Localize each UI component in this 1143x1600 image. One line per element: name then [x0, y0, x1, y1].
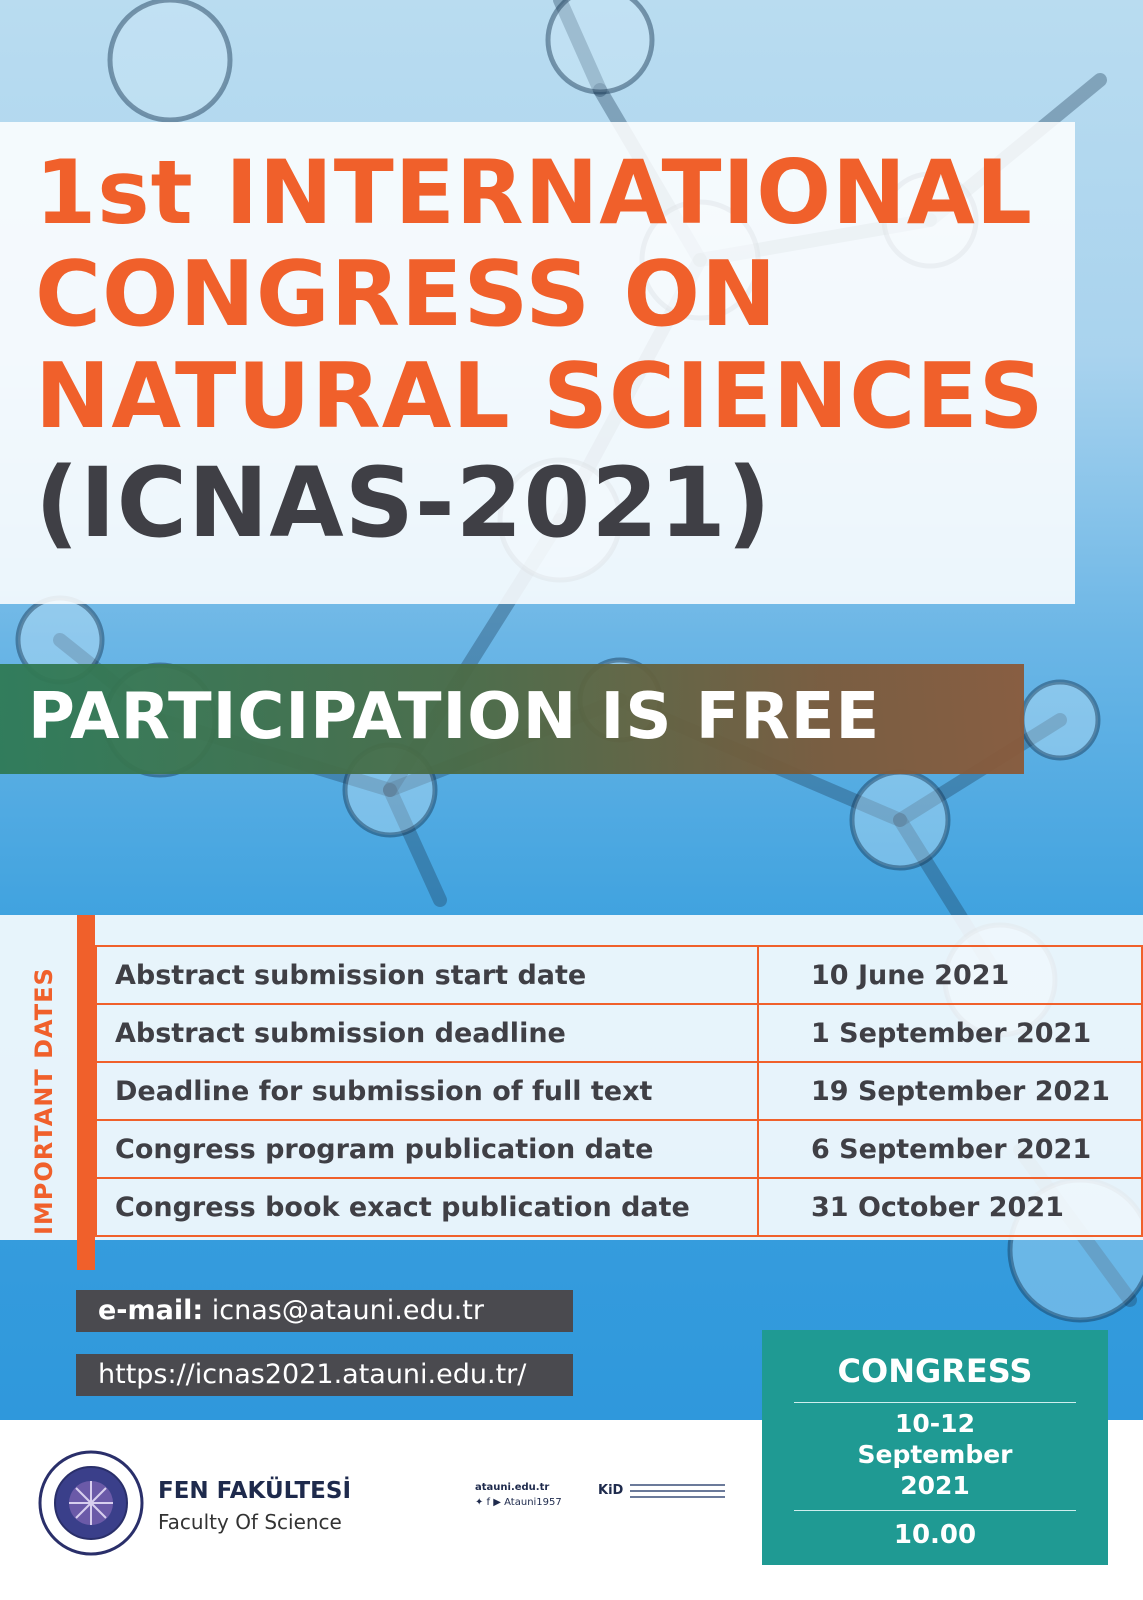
important-dates-label: IMPORTANT DATES: [30, 967, 58, 1235]
email-label: e-mail:: [98, 1295, 204, 1326]
title-line-2: CONGRESS ON: [35, 242, 778, 347]
table-row: [96, 1178, 1142, 1236]
kid-logo: KiD: [598, 1483, 624, 1498]
social-handle: [475, 1497, 562, 1508]
date-event: Congress program publication date: [96, 1120, 758, 1178]
table-row: [96, 1120, 1142, 1178]
table-row: [96, 1004, 1142, 1062]
title-line-3: NATURAL SCIENCES: [35, 344, 1045, 449]
date-event: Congress book exact publication date: [96, 1178, 758, 1236]
university-seal-logo: [38, 1450, 144, 1556]
faculty-name-tr: FEN FAKÜLTESİ: [158, 1478, 352, 1504]
title-line-1: 1st INTERNATIONAL: [35, 141, 1033, 244]
congress-date-days: 10-12: [895, 1409, 975, 1438]
divider: [794, 1402, 1076, 1403]
date-value: 19 September 2021: [758, 1062, 1142, 1120]
congress-time: 10.00: [893, 1520, 977, 1550]
social-handle-text: Atauni1957: [504, 1497, 562, 1508]
congress-date: [762, 1408, 1108, 1501]
website-box: [76, 1354, 573, 1396]
divider: [794, 1510, 1076, 1511]
university-site: atauni.edu.tr: [475, 1482, 550, 1493]
congress-info-box: [762, 1330, 1108, 1565]
title-acronym: (ICNAS-2021): [35, 447, 772, 559]
participation-banner-text: PARTICIPATION IS FREE: [28, 680, 881, 754]
date-event: Abstract submission start date: [96, 946, 758, 1004]
congress-date-month: September: [857, 1440, 1013, 1469]
date-event: Deadline for submission of full text: [96, 1062, 758, 1120]
website-link[interactable]: https://icnas2021.atauni.edu.tr/: [98, 1359, 527, 1390]
email-box: [76, 1290, 573, 1332]
date-value: 31 October 2021: [758, 1178, 1142, 1236]
important-dates-table: [95, 945, 1143, 1237]
kid-logo-text-lines: [630, 1484, 725, 1502]
date-value: 6 September 2021: [758, 1120, 1142, 1178]
table-row: [96, 946, 1142, 1004]
table-row: [96, 1062, 1142, 1120]
social-icons: ✦ f ▶: [475, 1497, 505, 1508]
email-link[interactable]: icnas@atauni.edu.tr: [211, 1295, 484, 1326]
important-dates-accent-bar: [77, 915, 95, 1270]
faculty-name-en: Faculty Of Science: [158, 1510, 342, 1534]
congress-title: CONGRESS: [837, 1352, 1033, 1390]
date-value: 10 June 2021: [758, 946, 1142, 1004]
date-event: Abstract submission deadline: [96, 1004, 758, 1062]
congress-date-year: 2021: [900, 1471, 970, 1500]
date-value: 1 September 2021: [758, 1004, 1142, 1062]
